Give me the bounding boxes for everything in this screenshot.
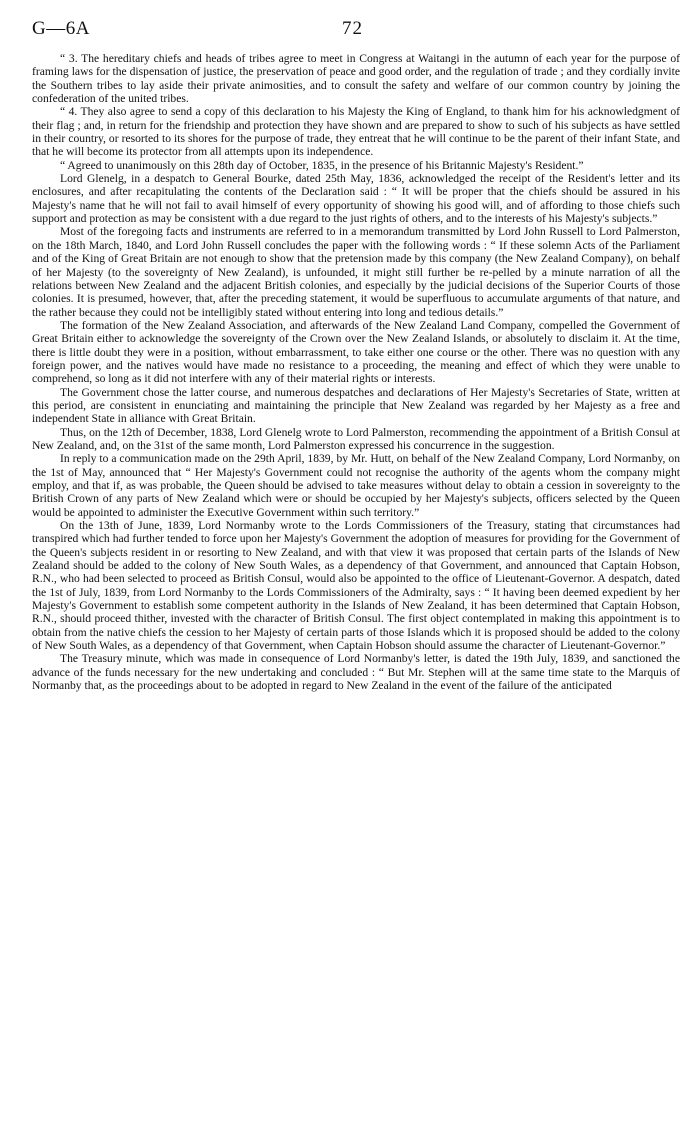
page-header — [32, 12, 680, 52]
paragraph: “ 3. The hereditary chiefs and heads of tribes agree to meet in Congress at Waitangi in the autumn of each year for the purpose of framing laws for the dispensation of justice, the preservation of peace and good order, and the regulation of trade ; and they cordially invite the Southern tribes to lay aside their private animosities, and to consult the safety and welfare of our common country by joining the confederation of the united tribes. — [32, 52, 680, 106]
body-text — [32, 52, 680, 693]
document-page — [32, 12, 680, 693]
paragraph: In reply to a communication made on the 29th April, 1839, by Mr. Hutt, on behalf of the New Zealand Company, Lord Normanby, on the 1st of May, announced that “ Her Majesty's Government could not recognise the authority of the agents whom the company might employ, and that if, as was probable, the Queen should be advised to take measures without delay to obtain a cession in sovereignty to the British Crown of any parts of New Zealand which were or should be occupied by her Majesty's subjects, officers selected by the Queen would be appointed to administer the Executive Government within such territory.” — [32, 452, 680, 519]
paragraph: “ Agreed to unanimously on this 28th day of October, 1835, in the presence of his Britannic Majesty's Resident.” — [60, 158, 584, 172]
paragraph: “ 4. They also agree to send a copy of this declaration to his Majesty the King of England, to thank him for his acknowledgment of their flag ; and, in return for the friendship and protection they have shown and are prepared to show to such of his subjects as have settled in their country, or resorted to its shores for the purpose of trade, they entreat that he will continue to be the parent of their infant State, and that he will become its protector from all attempts upon its independence. — [32, 105, 680, 159]
paragraph: On the 13th of June, 1839, Lord Normanby wrote to the Lords Commissioners of the Treasury, stating that circumstances had transpired which had further tended to force upon her Majesty's Government the adoption of measures for providing for the Government of the Queen's subjects resident in or resorting to New Zealand, and with that view it was proposed that certain parts of the Islands of New Zealand should be added to the colony of New South Wales, as a dependency of that Government, and announced that Captain Hobson, R.N., who had been selected to proceed as British Consul, would also be appointed to the office of Lieutenant-Governor. A despatch, dated the 1st of July, 1839, from Lord Normanby to the Lords Commissioners of the Admiralty, says : “ It having been deemed expedient by her Majesty's Government to establish some competent authority in the Islands of New Zealand, it has been determined that Captain Hobson, R.N., should proceed thither, invested with the character of British Consul. The first object contemplated in making this appointment is to obtain from the native chiefs the cession to her Majesty of certain parts of those Islands which it is proposed should be added to the colony of New South Wales, as a dependency of that Government, when Captain Hobson should assume the character of Lieutenant-Governor.” — [32, 519, 680, 653]
paragraph: The Treasury minute, which was made in consequence of Lord Normanby's letter, is dated the 19th July, 1839, and sanctioned the advance of the funds necessary for the new undertaking and concluded : “ But Mr. Stephen will at the same time state to the Marquis of Normanby that, as the proceedings about to be adopted in regard to New Zealand in the event of the failure of the anticipated — [32, 652, 680, 693]
paragraph: Lord Glenelg, in a despatch to General Bourke, dated 25th May, 1836, acknowledged the receipt of the Resident's letter and its enclosures, and after recapitulating the contents of the Declaration said : “ It will be proper that the chiefs should be assured in his Majesty's name that he will not fail to avail himself of every opportunity of showing his good will, and of affording to those chiefs such support and protection as may be consistent with a due regard to the just rights of others, and to the interests of his Majesty's subjects.” — [32, 172, 680, 226]
paragraph: Thus, on the 12th of December, 1838, Lord Glenelg wrote to Lord Palmerston, recommending the appointment of a British Consul at New Zealand, and, on the 31st of the same month, Lord Palmerston expressed his concurrence in the suggestion. — [32, 425, 680, 452]
paragraph: The formation of the New Zealand Association, and afterwards of the New Zealand Land Company, compelled the Government of Great Britain either to acknowledge the sovereignty of the Crown over the New Zealand Islands, or absolutely to disclaim it. At the time, there is little doubt they were in a position, without embarrassment, to take either one course or the other. There was no question with any foreign power, and the natives would have made no resistance to a proceeding, the meaning and effect of which they were unable to comprehend, so long as it did not interfere with any of their material rights or interests. — [32, 318, 680, 386]
document-reference: G—6A — [32, 18, 90, 39]
paragraph: Most of the foregoing facts and instruments are referred to in a memorandum transmitted by Lord John Russell to Lord Palmerston, on the 18th March, 1840, and Lord John Russell concludes the paper with the following words : “ If these solemn Acts of the Parliament and of the King of Great Britain are not enough to show that the pretension made by this company (the New Zealand Company), on behalf of her Majesty (to the sovereignty of New Zealand), is unfounded, it might still further be re-pelled by a minute narration of all the relations between New Zealand and the adjacent British colonies, and especially by the judicial decisions of the Superior Courts of those colonies. It is presumed, however, that, after the preceding statement, it would be superfluous to accumulate arguments of that nature, and the rather because they could not be intelligibly stated without entering into long and tedious details.” — [32, 225, 680, 319]
paragraph: The Government chose the latter course, and numerous despatches and declarations of Her Majesty's Secretaries of State, written at this period, are consistent in enunciating and maintaining the principle that New Zealand was regarded by her Majesty as a free and independent State in alliance with Great Britain. — [32, 385, 680, 426]
page-number: 72 — [342, 18, 363, 39]
